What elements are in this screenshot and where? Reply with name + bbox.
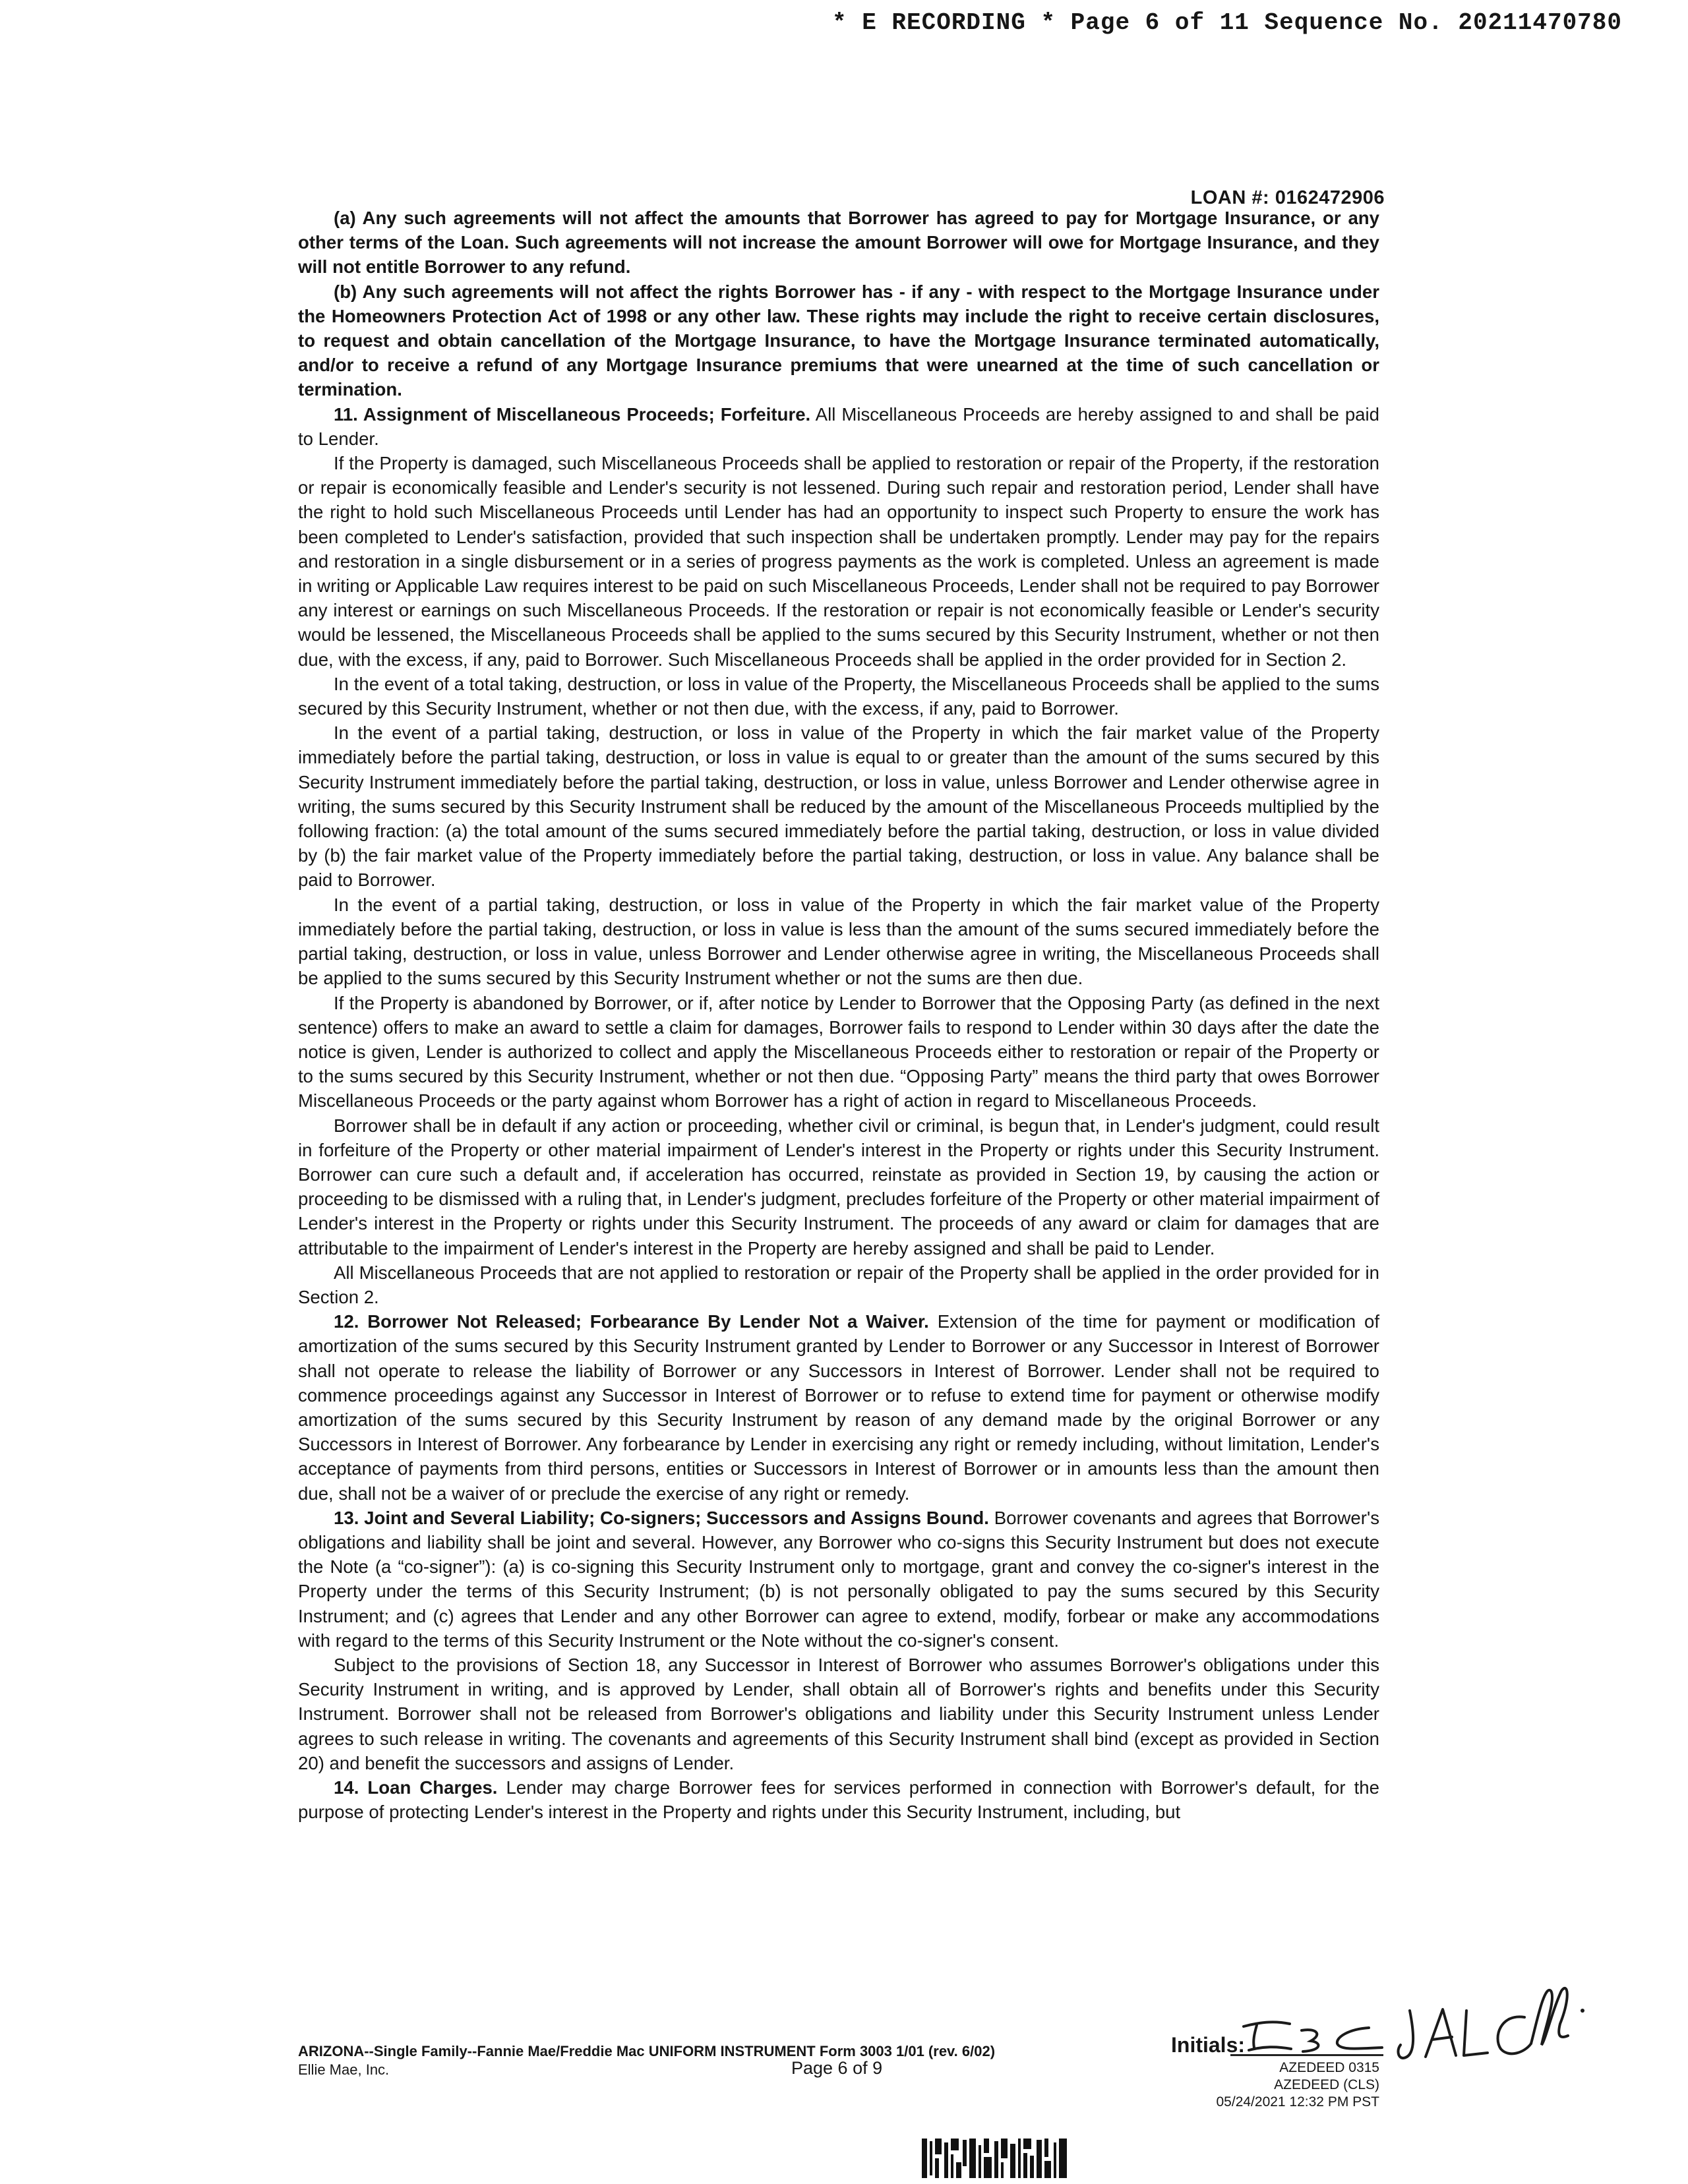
section-12-heading: 12. Borrower Not Released; Forbearance By Lender Not a Waiver.: [334, 1311, 929, 1332]
paragraph-10a: (a) Any such agreements will not affect the amounts that Borrower has agreed to pay for Mortgage Insurance, or any other terms of the Loan. Such agreements will not increase the amount Borrower will owe for Mortgage Insurance, and they will not entitle Borrower to any refund.: [298, 208, 1379, 278]
section-14-heading: 14. Loan Charges.: [334, 1777, 498, 1798]
paragraph-11-remaining: All Miscellaneous Proceeds that are not applied to restoration or repair of the Property shall be applied in the order provided for in Section 2.: [298, 1262, 1379, 1307]
section-12-text: Extension of the time for payment or modification of amortization of the sums secured by this Security Instrument granted by Lender to Borrower or any Successor in Interest of Borrower shall not operate to release the liability of Borrower or any Successors in Interest of Borrower. Lender shall not be required to commence proceedings against any Successor in Interest of Borrower or to refuse to extend time for payment or otherwise modify amortization of the sums secured by this Security Instrument by reason of any demand made by the original Borrower or any Successors in Interest of Borrower. Any forbearance by Lender in exercising any right or remedy including, without limitation, Lender's acceptance of payments from third persons, entities or Successors in Interest of Borrower or in amounts less than the amount then due, shall not be a waiver of or preclude the exercise of any right or remedy.: [298, 1311, 1379, 1504]
paragraph-11-abandoned: If the Property is abandoned by Borrower, or if, after notice by Lender to Borrower that the Opposing Party (as defined in the next sentence) offers to make an award to settle a claim for damages, Borrower fails to respond to Lender within 30 days after the date the notice is given, Lender is authorized to collect and apply the Miscellaneous Proceeds either to restoration or repair of the Property or to the sums secured by this Security Instrument, whether or not then due. “Opposing Party” means the third party that owes Borrower Miscellaneous Proceeds or the party against whom Borrower has a right of action in regard to Miscellaneous Proceeds.: [298, 992, 1379, 1111]
section-13-heading: 13. Joint and Several Liability; Co-signers; Successors and Assigns Bound.: [334, 1507, 989, 1528]
document-codes: [1217, 2059, 1380, 2111]
page-number: Page 6 of 9: [791, 2058, 883, 2078]
section-13-text: Borrower covenants and agrees that Borrower's obligations and liability shall be joint and several. However, any Borrower who co-signs this Security Instrument but does not execute the Note (a “co-signer”): (a) is co-signing this Security Instrument only to mortgage, grant and convey the co-signer's interest in the Property under the terms of this Security Instrument; (b) is not personally obligated to pay the sums secured by this Security Instrument; and (c) agrees that Lender and any other Borrower can agree to extend, modify, forbear or make any accommodations with regard to the terms of this Security Instrument or the Note without the co-signer's consent.: [298, 1507, 1380, 1651]
print-timestamp: 05/24/2021 12:32 PM PST: [1216, 2094, 1379, 2110]
paragraph-13-successor: Subject to the provisions of Section 18, any Successor in Interest of Borrower who assumes Borrower's obligations under this Security Instrument in writing, and is approved by Lender, shall obtain all of Borrower's rights and benefits under this Security Instrument. Borrower shall not be released from Borrower's obligations and liability under this Security Instrument unless Lender agrees to such release in writing. The covenants and agreements of this Security Instrument shall bind (except as provided in Section 20) and benefit the successors and assigns of Lender.: [298, 1654, 1379, 1773]
paragraph-11-partial-equal: In the event of a partial taking, destruction, or loss in value of the Property in which the fair market value of the Property immediately before the partial taking, destruction, or loss in value is equal to or greater than the amount of the sums secured by this Security Instrument immediately before the partial taking, destruction, or loss in value, unless Borrower and Lender otherwise agree in writing, the sums secured by this Security Instrument shall be reduced by the amount of the Miscellaneous Proceeds multiplied by the following fraction: (a) the total amount of the sums secured immediately before the partial taking, destruction, or loss in value divided by (b) the fair market value of the Property immediately before the partial taking, destruction, or loss in value. Any balance shall be paid to Borrower.: [298, 723, 1379, 891]
initials-signature-2: [1395, 1971, 1593, 2070]
initials-signature-1: [1237, 2012, 1389, 2065]
vendor-name: Ellie Mae, Inc.: [298, 2061, 390, 2078]
paragraph-14: [298, 1775, 1379, 1824]
paragraph-11-default: Borrower shall be in default if any action or proceeding, whether civil or criminal, is begun that, in Lender's judgment, could result in forfeiture of the Property or other material impairment of Lender's interest in the Property or rights under this Security Instrument. Borrower can cure such a default and, if acceleration has occurred, reinstate as provided in Section 19, by causing the action or proceeding to be dismissed with a ruling that, in Lender's judgment, precludes forfeiture of the Property or other material impairment of Lender's interest in the Property or rights under this Security Instrument. The proceeds of any award or claim for damages that are attributable to the impairment of Lender's interest in the Property are hereby assigned and shall be paid to Lender.: [298, 1115, 1379, 1258]
form-identifier: ARIZONA--Single Family--Fannie Mae/Freddie Mac UNIFORM INSTRUMENT Form 3003 1/01 (rev. 6/02): [298, 2043, 996, 2059]
paragraph-11-damage: If the Property is damaged, such Miscellaneous Proceeds shall be applied to restoration or repair of the Property, if the restoration or repair is economically feasible and Lender's security is not lessened. During such repair and restoration period, Lender shall have the right to hold such Miscellaneous Proceeds until Lender has had an opportunity to inspect such Property to ensure the work has been completed to Lender's satisfaction, provided that such inspection shall be undertaken promptly. Lender may pay for the repairs and restoration in a single disbursement or in a series of progress payments as the work is completed. Unless an agreement is made in writing or Applicable Law requires interest to be paid on such Miscellaneous Proceeds, Lender shall not be required to pay Borrower any interest or earnings on such Miscellaneous Proceeds. If the restoration or repair is not economically feasible or Lender's security would be lessened, the Miscellaneous Proceeds shall be applied to the sums secured by this Security Instrument, whether or not then due, with the excess, if any, paid to Borrower. Such Miscellaneous Proceeds shall be applied in the order provided for in Section 2.: [298, 453, 1379, 670]
paragraph-12: [298, 1309, 1379, 1506]
recording-header: * E RECORDING * Page 6 of 11 Sequence No. 20211470780: [832, 9, 1622, 36]
section-14-text: Lender may charge Borrower fees for services performed in connection with Borrower's default, for the purpose of protecting Lender's interest in the Property and rights under this Security Instrument, including, but: [298, 1777, 1380, 1823]
form-code-2: AZEDEED (CLS): [1274, 2077, 1379, 2092]
paragraph-11-total-taking: In the event of a total taking, destruction, or loss in value of the Property, the Miscellaneous Proceeds shall be applied to the sums secured by this Security Instrument, whether or not then due, with the excess, if any, paid to Borrower.: [298, 673, 1379, 719]
section-11-text: All Miscellaneous Proceeds are hereby assigned to and shall be paid to Lender.: [298, 403, 1379, 449]
paragraph-13: [298, 1506, 1379, 1653]
document-body: [298, 206, 1379, 1824]
barcode: [920, 2136, 1070, 2181]
loan-number: LOAN #: 0162472906: [1190, 187, 1385, 208]
section-11-heading: 11. Assignment of Miscellaneous Proceeds; Forfeiture.: [334, 403, 811, 425]
paragraph-11-partial-less: In the event of a partial taking, destruction, or loss in value of the Property in which the fair market value of the Property immediately before the partial taking, destruction, or loss in value is less than the amount of the sums secured immediately before the partial taking, destruction, or loss in value, unless Borrower and Lender otherwise agree in writing, the Miscellaneous Proceeds shall be applied to the sums secured by this Security Instrument whether or not the sums are then due.: [298, 894, 1379, 989]
barcode-graphic: [920, 2136, 1070, 2181]
paragraph-11: [298, 402, 1379, 451]
form-footer: [298, 2042, 995, 2079]
initials-label: Initials:: [1171, 2033, 1246, 2057]
paragraph-10b: (b) Any such agreements will not affect the rights Borrower has - if any - with respect to the Mortgage Insurance under the Homeowners Protection Act of 1998 or any other law. These rights may include the right to receive certain disclosures, to request and obtain cancellation of the Mortgage Insurance, to have the Mortgage Insurance terminated automatically, and/or to receive a refund of any Mortgage Insurance premiums that were unearned at the time of such cancellation or termination.: [298, 281, 1379, 400]
form-code-1: AZEDEED 0315: [1279, 2060, 1379, 2075]
